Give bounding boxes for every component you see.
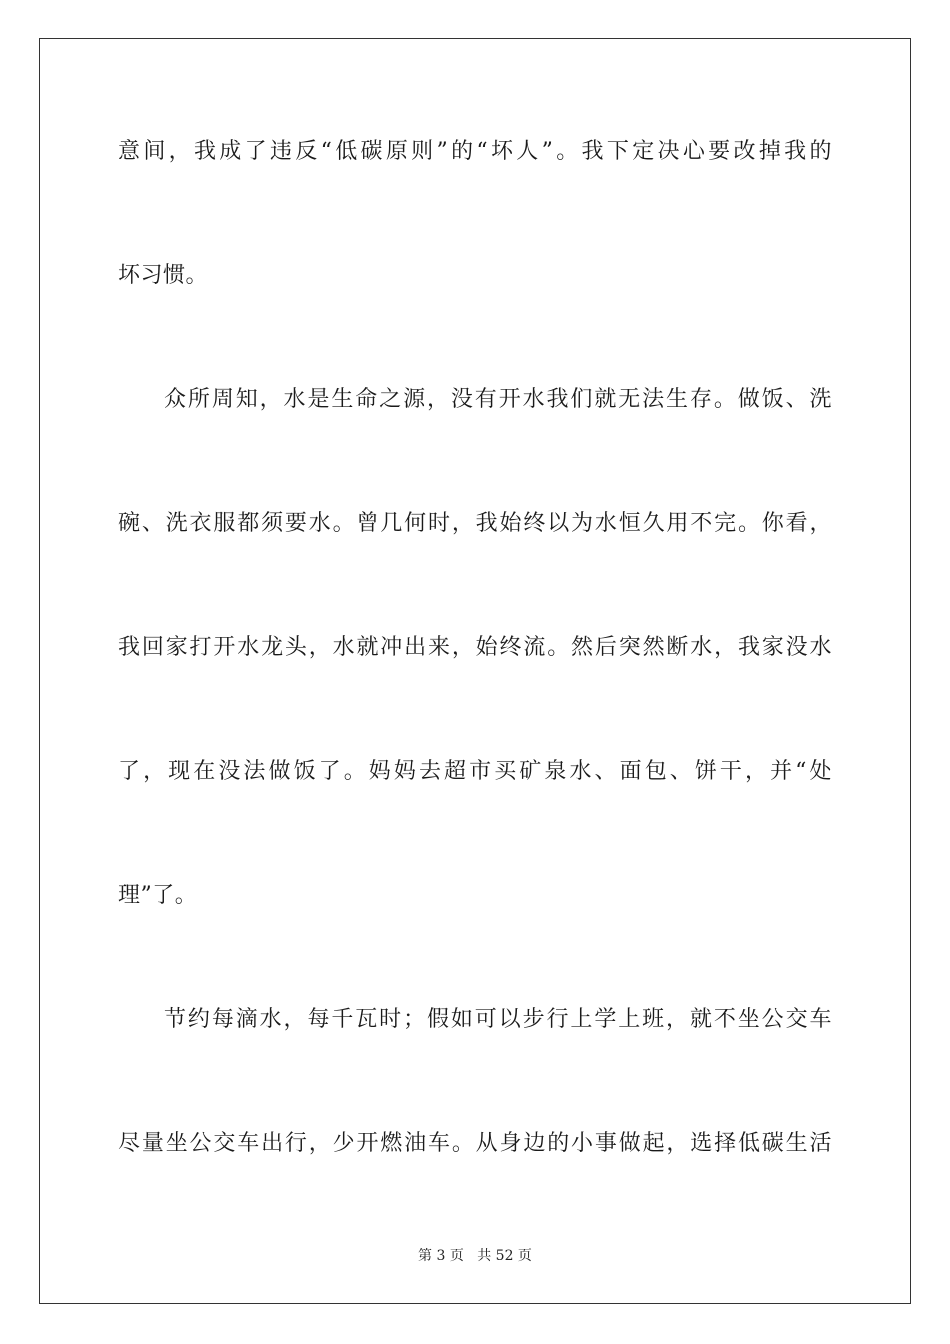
text-line: 了，现在没法做饭了。妈妈去超市买矿泉水、面包、饼干，并“处: [118, 759, 832, 784]
paragraph-start-line: 众所周知，水是生命之源，没有开水我们就无法生存。做饭、洗: [164, 387, 832, 412]
page-number: 第 3 页: [418, 1248, 464, 1264]
text-line: 坏习惯。: [118, 263, 209, 288]
text-line: 意间，我成了违反“低碳原则”的“坏人”。我下定决心要改掉我的: [118, 139, 832, 164]
total-pages: 共 52 页: [477, 1248, 532, 1264]
text-line: 碗、洗衣服都须要水。曾几何时，我始终以为水恒久用不完。你看，: [118, 511, 832, 536]
text-line: 尽量坐公交车出行，少开燃油车。从身边的小事做起，选择低碳生活: [118, 1131, 832, 1156]
page-footer: [0, 1247, 950, 1265]
page-border: [39, 38, 911, 1304]
text-line: 理”了。: [118, 883, 198, 908]
paragraph-start-line: 节约每滴水，每千瓦时；假如可以步行上学上班，就不坐公交车: [164, 1007, 832, 1032]
text-line: 我回家打开水龙头，水就冲出来，始终流。然后突然断水，我家没水: [118, 635, 832, 660]
